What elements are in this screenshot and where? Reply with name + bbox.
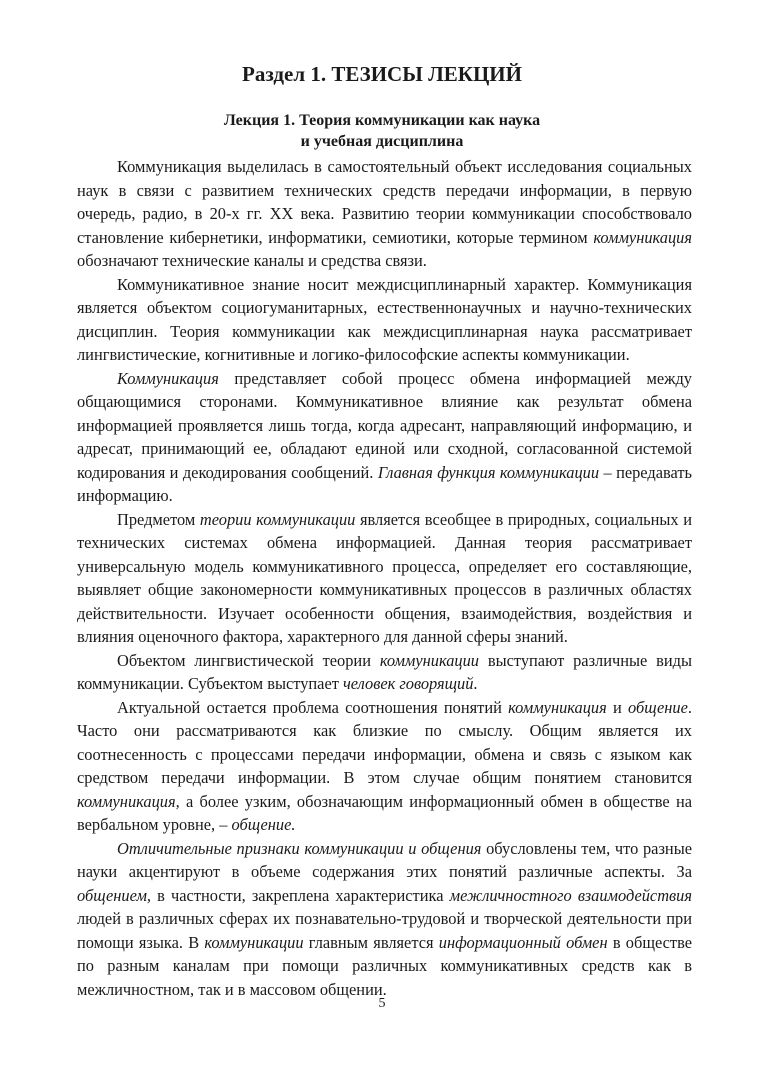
text-run: Актуальной остается проблема соотношения понятий <box>117 697 509 717</box>
paragraph <box>77 155 692 273</box>
text-run: обусловлены тем, что разные науки акцентируют в объеме содержания этих понятий различные аспекты. За <box>77 838 692 881</box>
italic-term: коммуникации <box>204 932 304 952</box>
italic-term: Коммуникация <box>117 368 219 388</box>
italic-term: Отличительные признаки коммуникации и общения <box>117 838 482 858</box>
text-run: главным является <box>303 932 439 952</box>
italic-term: межличностного взаимодействия <box>449 885 692 905</box>
text-run: Коммуникативное знание носит междисциплинарный характер. Коммуникация является объектом социогуманитарных, естественнонаучных и научно-технических дисциплин. Теория коммуникации как междисциплинарная наука рассматривает лингвистические, когнитивные и логико-философские аспекты коммуникации. <box>77 274 692 364</box>
paragraph <box>77 367 692 508</box>
italic-term: человек говорящий <box>342 674 474 693</box>
text-run: . <box>473 674 478 693</box>
italic-term: Главная функция коммуникации <box>377 462 600 482</box>
paragraph <box>77 508 692 649</box>
section-title: Раздел 1. ТЕЗИСЫ ЛЕКЦИЙ <box>242 62 522 86</box>
text-run: Объектом лингвистической теории <box>117 650 380 670</box>
text-run: представляет собой процесс обмена информацией между общающимися сторонами. Коммуникативное влияние как результат обмена информацией проявляется лишь тогда, когда адресант, направляющий информацию, и адресат, принимающий ее, обладают единой или сходной, согласованной системой кодирования и декодирования сообщений. <box>77 368 692 482</box>
text-run: – передавать информацию. <box>77 462 692 505</box>
lecture-title-line-1: Лекция 1. Теория коммуникации как наука <box>223 112 541 129</box>
text-run: а более узким, обозначающим информационный обмен в обществе на вербальном уровне, – <box>77 791 692 834</box>
page-number: 5 <box>378 996 386 1011</box>
paragraph <box>77 696 692 837</box>
italic-term: коммуникация <box>593 227 692 247</box>
text-run: людей в различных сферах их познавательно-трудовой и творческой деятельности при помощи языка. В <box>77 909 692 952</box>
paragraph <box>77 649 692 696</box>
lecture-title-line-2: и учебная дисциплина <box>300 133 464 150</box>
text-run: в частности, закреплена характеристика <box>151 885 450 905</box>
italic-term: коммуникация, <box>77 791 180 811</box>
italic-term: коммуникация <box>508 697 607 717</box>
text-run: выступают различные виды коммуникации. Субъектом выступает <box>77 650 692 693</box>
paragraph <box>77 273 692 367</box>
text-run: и <box>606 697 629 717</box>
text-run: является всеобщее в природных, социальных и технических системах обмена информацией. Данная теория рассматривает универсальную модель коммуникативного процесса, определяет его составляющие, выявляет общие закономерности коммуникативных процессов в различных областях действительности. Изучает особенности общения, взаимодействия, воздействия и влияния оценочного фактора, характерного для данной сферы знаний. <box>77 509 692 646</box>
text-run: обозначают технические каналы и средства связи. <box>77 251 427 270</box>
text-run: Коммуникация выделилась в самостоятельный объект исследования социальных наук в связи с развитием технических средств передачи информации, в первую очередь, радио, в 20-х гг. XX века. Развитию теории коммуникации способствовало становление кибернетики, информатики, семиотики, которые термином <box>77 157 692 247</box>
italic-term: коммуникации <box>379 650 480 670</box>
body-text <box>77 155 692 1001</box>
lecture-title <box>0 110 764 152</box>
paragraph <box>77 837 692 1002</box>
italic-term: общение <box>628 697 688 717</box>
text-run: Предметом <box>117 509 200 529</box>
italic-term: информационный обмен <box>438 932 608 952</box>
text-run: в обществе по разным каналам при помощи различных коммуникативных средств как в межличностном, так и в массовом общении. <box>77 932 692 999</box>
italic-term: теории коммуникации <box>199 509 356 529</box>
text-run: . Часто они рассматриваются как близкие по смыслу. Общим является их соотнесенность с процессами передачи информации, обмена и связь с языком как средством передачи информации. В этом случае общим понятием становится <box>77 697 693 787</box>
italic-term: общением, <box>77 885 152 905</box>
italic-term: общение. <box>231 815 296 834</box>
